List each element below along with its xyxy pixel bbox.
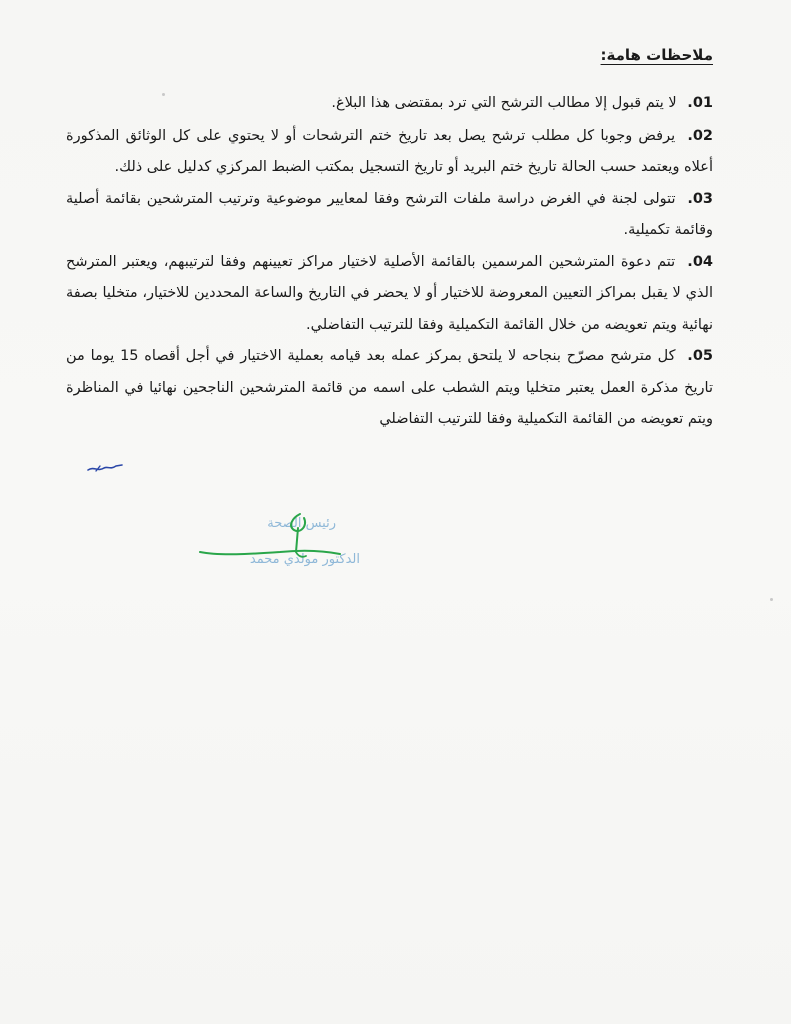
notes-list — [66, 88, 713, 436]
note-number: 05. — [687, 348, 713, 364]
note-number: 01. — [687, 95, 713, 111]
signature-block — [180, 508, 380, 598]
note-text: تتم دعوة المترشحين المرسمين بالقائمة الأصلية لاختيار مراكز تعيينهم وفقا لترتيبهم، ويعتبر المترشح الذي لا يقبل بمراكز التعيين المعروضة للاختيار أو لا يحضر في التاريخ والساعة المحددين للاختيار، متخليا بصفة نهائية ويتم تعويضه من خلال القائمة التكميلية وفقا للترتيب التفاضلي. — [66, 253, 713, 333]
note-item-03 — [66, 184, 713, 247]
note-text: تتولى لجنة في الغرض دراسة ملفات الترشح وفقا لمعايير موضوعية وترتيب المترشحين بقائمة أصلية وقائمة تكميلية. — [66, 190, 713, 238]
scan-speck — [770, 598, 773, 601]
note-item-02 — [66, 121, 713, 184]
note-text: كل مترشح مصرّح بنجاحه لا يلتحق بمركز عمله بعد قيامه بعملية الاختيار في أجل أقصاه 15 يوما من تاريخ مذكرة العمل يعتبر متخليا ويتم الشطب على اسمه من قائمة المترشحين الناجحين نهائيا في المناظرة ويتم تعويضه من القائمة التكميلية وفقا للترتيب التفاضلي — [66, 348, 713, 427]
stamp-line-1: رئيس الصحة — [267, 516, 336, 531]
scan-speck — [162, 93, 165, 96]
note-text: يرفض وجوبا كل مطلب ترشح يصل بعد تاريخ ختم الترشحات أو لا يحتوي على كل الوثائق المذكورة أعلاه ويعتمد حسب الحالة تاريخ ختم البريد أو تاريخ التسجيل بمكتب الضبط المركزي كدليل على ذلك. — [66, 127, 713, 175]
stamp-line-2: الدكتور مولدي محمد — [249, 552, 360, 567]
note-number: 03. — [687, 190, 714, 207]
handwritten-signature-icon — [180, 508, 380, 598]
note-item-05 — [66, 341, 713, 436]
note-text: لا يتم قبول إلا مطالب الترشح التي ترد بمقتضى هذا البلاغ. — [331, 95, 677, 111]
note-item-04 — [66, 247, 713, 342]
pen-mark-icon — [86, 460, 126, 476]
note-number: 02. — [687, 127, 714, 144]
notes-heading: ملاحظات هامة: — [600, 46, 713, 64]
note-number: 04. — [687, 253, 713, 270]
